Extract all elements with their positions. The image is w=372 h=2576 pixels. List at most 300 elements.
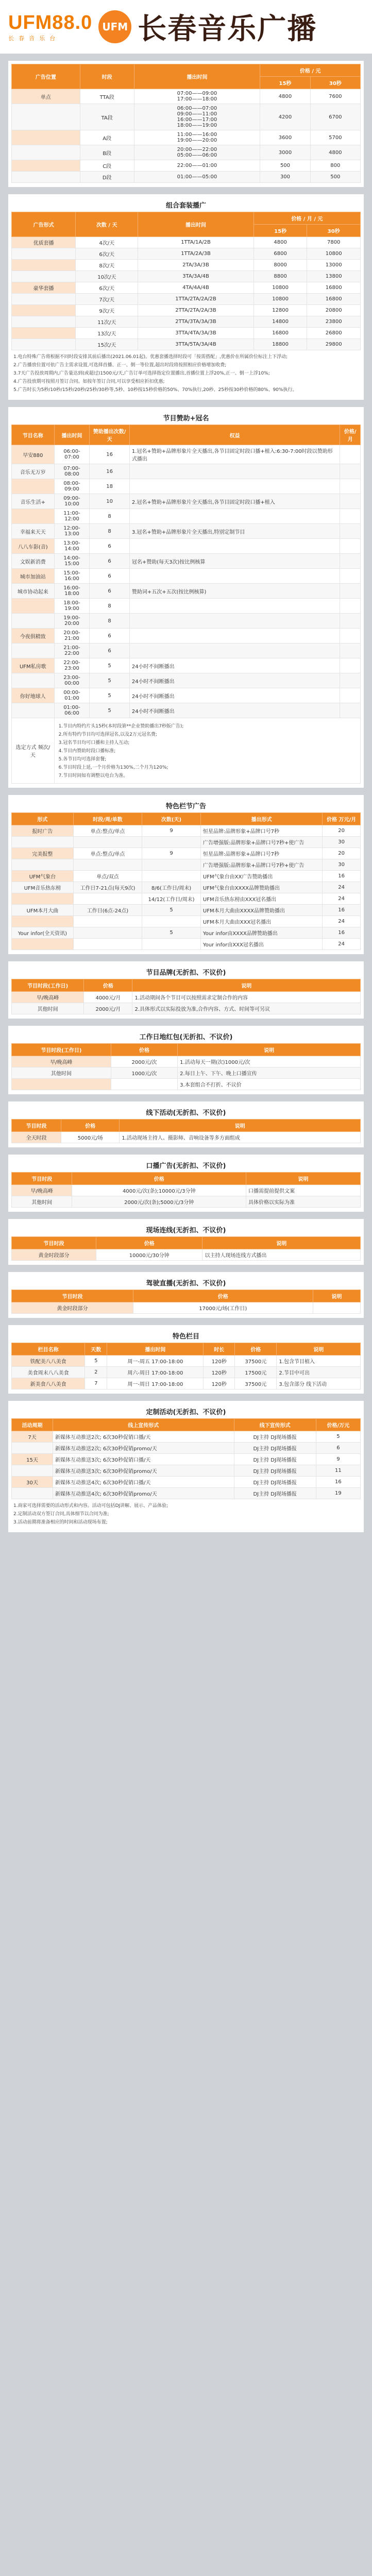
table-row (12, 871, 361, 882)
table-cell: 6700 (310, 104, 360, 130)
table-row (12, 614, 361, 629)
table-cell: 15天 (12, 1454, 53, 1465)
note-line: 3.7天广告投放周期内,广告量达到(或超过)1500元/天,广告订单可选择指定位置播出,首播位置上浮20%,正一、倒一上浮10%; (13, 371, 270, 376)
table-cell: 4000元/月 (84, 992, 132, 1003)
table-cell: 4800 (253, 237, 307, 248)
time-price-section (8, 61, 364, 187)
table-cell: 5 (90, 673, 130, 688)
table-cell (134, 172, 260, 183)
table-row (12, 524, 361, 539)
table-cell: 6 (316, 1443, 360, 1454)
table-cell: 2000元/次 (111, 1056, 177, 1067)
table-cell: 800 (310, 160, 360, 172)
table-row (12, 927, 361, 939)
table-cell: 1TTA/2TA/2A/2B (138, 294, 254, 305)
table-cell: 13次/天 (76, 328, 138, 339)
table-row (12, 848, 361, 859)
table-cell: 30 (323, 859, 361, 871)
time-price-table (11, 64, 361, 183)
table-cell: 4200 (260, 104, 310, 130)
table-cell: 新媒体互动推送4次; 6次30秒促销promo/天 (53, 1488, 234, 1499)
table-row (12, 1454, 361, 1465)
table-row (12, 992, 361, 1003)
col-header: 权益 (129, 425, 340, 445)
table-cell: 8 (90, 509, 130, 524)
col-header: 节目时段(工作日) (12, 1044, 111, 1056)
time-range: 18:00——19:00 (177, 123, 217, 128)
table-row (12, 703, 361, 718)
col-header: 价格 (84, 979, 132, 992)
table-cell: 7天 (12, 1431, 53, 1443)
table-cell: 14/12(工作日/周末) (142, 893, 201, 905)
table-cell: UFM气象台由XX广告赞助播出 (200, 871, 322, 882)
table-cell: 9 (316, 1454, 360, 1465)
table-cell: 24 (323, 882, 361, 893)
note-line: 7.节目时间如有调整以电台为准。 (58, 773, 128, 778)
table-cell: 20800 (307, 305, 361, 316)
table-cell: 幸福来天天 (12, 524, 55, 539)
table-cell: 5700 (310, 130, 360, 145)
table-cell: 7600 (310, 89, 360, 104)
table-row (12, 599, 361, 614)
section-title: 节目品牌(无折扣、不议价) (146, 969, 226, 977)
table-row (12, 1196, 361, 1208)
table-row (12, 464, 361, 479)
time-range: 06:00——07:00 (177, 106, 217, 111)
table-cell (12, 328, 76, 339)
table-cell: 9次/天 (76, 305, 138, 316)
table-cell: 黄金时段部分 (12, 1249, 96, 1261)
table-cell (142, 871, 201, 882)
table-cell (134, 89, 260, 104)
table-cell: DJ主持 DJ现场播报 (234, 1488, 316, 1499)
table-row (12, 916, 361, 927)
col-header: 次数(天) (142, 813, 201, 825)
live-table (11, 1236, 361, 1261)
table-cell (129, 643, 340, 658)
table-row (12, 248, 361, 260)
table-cell: 5 (316, 1431, 360, 1443)
logo-subtitle: 长 春 音 乐 台 (8, 35, 57, 42)
table-cell: 10800 (253, 282, 307, 294)
time-range: 07:00——09:00 (177, 91, 217, 96)
table-cell: UFM本月大曲 (12, 905, 74, 916)
table-cell: 你好地球人 (12, 688, 55, 703)
col-header: 说明 (246, 1173, 361, 1185)
table-cell: 3TA/3A/4B (138, 271, 254, 282)
table-row (12, 1465, 361, 1477)
col-header: 30秒 (307, 225, 361, 237)
table-cell: 单点:整点/单点 (73, 848, 142, 859)
table-row (12, 1367, 361, 1378)
combo-label: 选定方式 频次/天 (12, 718, 55, 784)
table-cell: 12800 (253, 305, 307, 316)
table-cell (129, 539, 340, 554)
time-range: 11:00——16:00 (177, 132, 217, 138)
note-line: 5.各节目均可选择套餐; (58, 757, 107, 762)
sponsor-section (8, 407, 364, 788)
table-cell: 6 (90, 554, 130, 569)
table-cell: 5 (142, 905, 201, 916)
sponsor-table (11, 425, 361, 784)
table-cell: 优质套播 (12, 237, 76, 248)
table-cell: UFM气象台 (12, 871, 74, 882)
col-header: 价格/月 (340, 425, 361, 445)
table-cell (111, 1079, 177, 1090)
custom-notes (11, 1499, 361, 1528)
table-cell: 24小时不间断播出 (129, 673, 340, 688)
table-cell (12, 673, 55, 688)
table-cell: 单点:整点/单点 (73, 825, 142, 837)
table-cell (340, 554, 361, 569)
table-row (12, 130, 361, 145)
table-cell: 5 (90, 703, 130, 718)
carsea-table (11, 1290, 361, 1314)
table-row (12, 89, 361, 104)
col-header: 价格 / 元 (260, 64, 361, 77)
table-row (12, 282, 361, 294)
col-header: 说明 (178, 1044, 361, 1056)
table-cell (12, 509, 55, 524)
table-row (12, 339, 361, 350)
table-cell: 4800 (260, 89, 310, 104)
package-notes (11, 350, 361, 396)
table-cell (134, 130, 260, 145)
table-cell: 4TA/4A/4B (138, 282, 254, 294)
table-cell: 1000元/次 (111, 1067, 177, 1079)
table-cell: 文娱新消费 (12, 554, 55, 569)
col-header: 说明 (132, 979, 361, 992)
table-cell: 八八车影(音) (12, 539, 55, 554)
col-header: 价格 (61, 1120, 120, 1132)
table-cell (12, 1079, 111, 1090)
table-cell: 2000元/月 (84, 1003, 132, 1014)
table-cell: 26800 (307, 328, 361, 339)
table-cell: 6 (90, 539, 130, 554)
col-header: 时长 (204, 1343, 235, 1355)
table-cell: 29800 (307, 339, 361, 350)
table-cell: 1.冠名+赞助+品牌形象片全天播出,各节目固定时段口播+植入:6:30-7:00时段以赞助形式播出 (129, 445, 340, 464)
table-cell: 14800 (253, 316, 307, 328)
table-cell (12, 1488, 53, 1499)
table-cell: DJ主持 DJ现场播报 (234, 1477, 316, 1488)
table-cell (12, 703, 55, 718)
table-cell: 新媒体互动推送3次; 6次30秒促销promo/天 (53, 1465, 234, 1477)
table-cell: 500 (260, 160, 310, 172)
table-cell (12, 643, 55, 658)
table-cell: 11次/天 (76, 316, 138, 328)
table-cell: 17500元 (235, 1367, 277, 1378)
table-cell: 美食周末八八美食 (12, 1367, 85, 1378)
table-cell: 10800 (253, 294, 307, 305)
table-cell: 08:00-09:00 (54, 479, 90, 494)
table-cell: TTA段 (80, 89, 134, 104)
table-cell: 24 (323, 939, 361, 950)
table-cell: 2TTA/2TA/2A/3B (138, 305, 254, 316)
table-cell (73, 927, 142, 939)
offline-section (8, 1101, 364, 1147)
table-cell: 3.冠名+赞助+品牌形象片全天播出,特别定制节目 (129, 524, 340, 539)
col-header: 节目时段 (12, 1120, 61, 1132)
table-cell: 13000 (307, 260, 361, 271)
table-cell (12, 294, 76, 305)
table-cell: UFM本月大曲由XXX冠名播出 (200, 916, 322, 927)
table-cell: 黄金时段部分 (12, 1302, 133, 1314)
col-header: 价格 (96, 1237, 202, 1249)
table-cell (142, 939, 201, 950)
table-row (12, 1443, 361, 1454)
table-cell: 24 (323, 893, 361, 905)
table-cell: 3.包含部分 线下活动 (277, 1378, 361, 1389)
table-cell (129, 599, 340, 614)
carsea-section (8, 1272, 364, 1318)
table-cell: DJ主持 DJ现场播报 (234, 1443, 316, 1454)
custom-table (11, 1418, 361, 1499)
table-row (12, 825, 361, 837)
table-cell (12, 172, 80, 183)
table-cell: 22:00-23:00 (54, 658, 90, 673)
table-cell: UFM音乐热东榜 (12, 882, 74, 893)
program-act-section (8, 961, 364, 1019)
table-cell (340, 658, 361, 673)
section-title: 口播广告(无折扣、不议价) (146, 1162, 226, 1170)
table-cell: 7 (85, 1378, 107, 1389)
section-title: 现场连线(无折扣、不议价) (146, 1227, 226, 1234)
table-cell: DJ主持 DJ现场播报 (234, 1465, 316, 1477)
table-cell (12, 1443, 53, 1454)
table-cell (12, 316, 76, 328)
table-cell (73, 893, 142, 905)
col-header: 15秒 (253, 225, 307, 237)
table-cell (340, 614, 361, 629)
table-cell (12, 271, 76, 282)
table-cell: 5000元/场 (61, 1132, 120, 1143)
table-cell: 1TTA/1A/2B (138, 237, 254, 248)
table-cell (129, 614, 340, 629)
workday-section (8, 1026, 364, 1094)
table-cell: 10800 (307, 248, 361, 260)
table-row (12, 260, 361, 271)
table-cell: 其他时间 (12, 1067, 111, 1079)
table-cell: 口播需提前提供文案 (246, 1185, 361, 1196)
table-cell (12, 1465, 53, 1477)
table-cell (129, 629, 340, 643)
note-line: 1.节目内特约片头15秒(本时段第**企业赞助播出7秒版广告); (58, 724, 184, 729)
table-cell: 冠名+赞助(每天3次)按比例核算 (129, 554, 340, 569)
table-cell: 10次/天 (76, 271, 138, 282)
table-cell: Your infor由XXX冠名播出 (200, 939, 322, 950)
table-cell: 16 (316, 1477, 360, 1488)
table-cell: 4000元/次(条);10000元/3分钟 (72, 1185, 246, 1196)
col-header: 说明 (313, 1290, 360, 1302)
table-row (12, 539, 361, 554)
col-header: 线上宣传形式 (53, 1419, 234, 1431)
col-header: 15秒 (260, 77, 310, 89)
table-cell: 120秒 (204, 1367, 235, 1378)
feature-table (11, 1343, 361, 1389)
table-cell: 18800 (253, 339, 307, 350)
table-row (12, 509, 361, 524)
table-cell: 广告增强版:品牌形象+品牌口号7秒+使广告 (200, 859, 322, 871)
col-header: 价格/万元 (316, 1419, 360, 1431)
ufm-logo (8, 12, 92, 42)
table-row (12, 643, 361, 658)
table-cell: 新媒体互动推送2次; 6次30秒促销口播/天 (53, 1431, 234, 1443)
table-cell (129, 509, 340, 524)
table-cell (12, 479, 55, 494)
table-cell (12, 599, 55, 614)
table-cell: 城市加油站 (12, 569, 55, 584)
col-header: 广告形式 (12, 212, 76, 237)
table-cell (12, 339, 76, 350)
table-cell: 工作日(6点-24点) (73, 905, 142, 916)
col-header: 播出时间 (54, 425, 90, 445)
table-cell (142, 916, 201, 927)
col-header: 广告位置 (12, 64, 80, 89)
table-cell: DJ主持 DJ现场播报 (234, 1454, 316, 1465)
table-cell: 周一-周日 17:00-18:00 (107, 1378, 204, 1389)
table-cell (340, 479, 361, 494)
table-cell: 20:00-21:00 (54, 629, 90, 643)
note-line: 1.商家可选择需要的活动形式和内容。活动可包括DJ讲解、展示、产品体验; (13, 1503, 168, 1509)
table-cell: 2000元/次(条);5000元/3分钟 (72, 1196, 246, 1208)
table-cell: 音乐生活+ (12, 494, 55, 509)
table-cell: 19 (316, 1488, 360, 1499)
table-row (12, 1431, 361, 1443)
table-cell: 16 (90, 445, 130, 464)
table-cell (73, 859, 142, 871)
table-cell: 2TA/3A/3B (138, 260, 254, 271)
table-cell (340, 673, 361, 688)
col-header: 节目名称 (12, 425, 55, 445)
table-cell: 16:00-18:00 (54, 584, 90, 599)
table-cell: UFM私房歌 (12, 658, 55, 673)
col-header: 播出形式 (200, 813, 322, 825)
table-cell: 15次/天 (76, 339, 138, 350)
table-cell: 铁配美八八美食 (12, 1355, 85, 1367)
table-cell: 120秒 (204, 1378, 235, 1389)
note-line: 4.节目内赞助时段口播标准; (58, 749, 116, 754)
col-header: 时段 (80, 64, 134, 89)
col-header: 价格 / 月 / 元 (253, 212, 360, 225)
table-cell (12, 305, 76, 316)
table-row (12, 145, 361, 160)
time-range: 19:00——20:00 (177, 138, 217, 143)
table-row (12, 104, 361, 130)
offline-table (11, 1119, 361, 1143)
section-title: 组合套装播广 (165, 202, 206, 210)
table-cell: 24 (323, 916, 361, 927)
col-header: 时段/周/单数 (73, 813, 142, 825)
table-row (12, 479, 361, 494)
table-cell: UFM气象台由XXXX品牌赞助播出 (200, 882, 322, 893)
combo-notes-list (57, 720, 358, 782)
table-cell: 其他时间 (12, 1003, 84, 1014)
table-cell: 8 (90, 614, 130, 629)
package-section (8, 194, 364, 400)
table-cell (340, 688, 361, 703)
table-cell: 豪华套播 (12, 282, 76, 294)
table-row (12, 1302, 361, 1314)
table-cell: 3TTA/5TA/3A/4B (138, 339, 254, 350)
table-cell: 新美食八八美食 (12, 1378, 85, 1389)
table-cell: 5 (142, 927, 201, 939)
table-cell: 单点 (12, 89, 80, 104)
table-cell: 10 (90, 494, 130, 509)
table-cell: 以主持人现场连线方式播出 (202, 1249, 361, 1261)
table-row (12, 445, 361, 464)
table-cell: 1TTA/2A/3B (138, 248, 254, 260)
combo-notes (54, 718, 360, 784)
note-line: 3.冠名节目均可口播和主持人互动; (58, 740, 130, 745)
table-cell: 23:00-00:00 (54, 673, 90, 688)
page-title: 长春音乐广播 (138, 12, 317, 46)
table-cell: 2.冠名+赞助+品牌形象片全天播出,各节目固定时段口播+植入 (129, 494, 340, 509)
table-cell (340, 643, 361, 658)
table-row (12, 658, 361, 673)
table-cell: 8/6(工作日/周末) (142, 882, 201, 893)
table-cell: 9 (142, 848, 201, 859)
table-cell: 17000元/场(工作日) (133, 1302, 313, 1314)
koubei-table (11, 1172, 361, 1208)
section-title: 特色栏节广告 (165, 803, 206, 810)
table-cell (12, 837, 74, 848)
table-cell (129, 569, 340, 584)
workday-table (11, 1043, 361, 1090)
table-cell: 新媒体互动推送2次; 6次30秒促销promo/天 (53, 1443, 234, 1454)
table-cell (313, 1302, 360, 1314)
section-title: 定制活动(无折扣、不议价) (146, 1409, 226, 1416)
table-cell (73, 916, 142, 927)
table-row (12, 1378, 361, 1389)
table-cell: 16800 (307, 282, 361, 294)
note-line: 2.所有特约节目均可选择冠名,以及2万元冠名费; (58, 732, 157, 737)
table-cell: 16800 (307, 294, 361, 305)
table-cell (340, 539, 361, 554)
table-row (12, 1477, 361, 1488)
table-cell: 37500元 (235, 1355, 277, 1367)
table-cell: 11:00-12:00 (54, 509, 90, 524)
table-cell: 今夜俱精致 (12, 629, 55, 643)
table-cell: 09:00-10:00 (54, 494, 90, 509)
table-cell: 13:00-14:00 (54, 539, 90, 554)
table-cell: 6 (90, 569, 130, 584)
table-row (12, 893, 361, 905)
col-header: 天数 (85, 1343, 107, 1355)
table-cell (340, 445, 361, 464)
table-cell: 00:00-01:00 (54, 688, 90, 703)
table-cell: 具体价格以实际为准 (246, 1196, 361, 1208)
table-cell: 赞助词+五次+五次(按比例核算) (129, 584, 340, 599)
table-cell: 20 (323, 848, 361, 859)
table-cell: TA段 (80, 104, 134, 130)
table-cell: 3600 (260, 130, 310, 145)
col-header: 说明 (120, 1120, 361, 1132)
table-cell: 30 (323, 837, 361, 848)
table-row (12, 1249, 361, 1261)
table-cell: 周一-周五 17:00-18:00 (107, 1355, 204, 1367)
section-title: 工作日地红包(无折扣、不议价) (139, 1033, 233, 1041)
table-row (12, 271, 361, 282)
col-header: 价格 (133, 1290, 313, 1302)
time-range: 05:00——06:00 (177, 152, 217, 158)
table-cell: 4次/天 (76, 237, 138, 248)
table-row (12, 905, 361, 916)
table-cell: 8800 (253, 271, 307, 282)
table-cell: 6 (90, 629, 130, 643)
special-section (8, 795, 364, 954)
table-row (12, 882, 361, 893)
